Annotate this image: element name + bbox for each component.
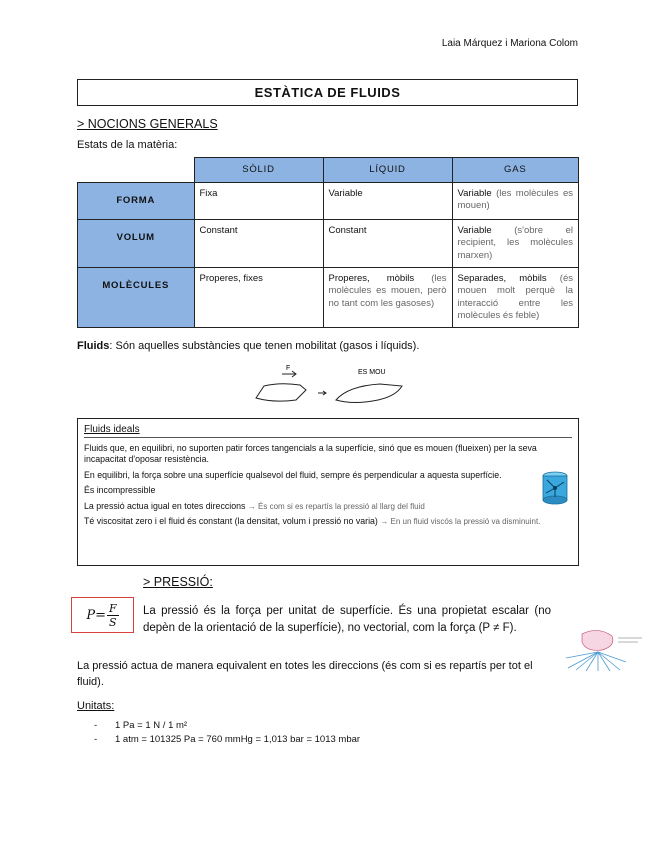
fluid-motion-sketch bbox=[250, 362, 410, 406]
row-header-form: FORMA bbox=[78, 183, 195, 220]
table-cell: Fixa bbox=[194, 183, 323, 220]
fluids-definition: Fluids: Són aquelles substàncies que tenen mobilitat (gasos i líquids). bbox=[77, 340, 420, 352]
table-cell: Variable bbox=[323, 183, 452, 220]
ideal-fluids-item: En equilibri, la força sobre una superfície qualsevol del fluid, sempre és perpendicular a aquesta superfície. bbox=[84, 469, 502, 480]
row-header-molecules: MOLÈCULES bbox=[78, 268, 195, 328]
table-cell: Constant bbox=[323, 220, 452, 268]
col-header-liquid: LÍQUID bbox=[323, 158, 452, 183]
table-cell: Constant bbox=[194, 220, 323, 268]
table-row bbox=[78, 183, 579, 220]
pressure-definition: La pressió és la força per unitat de superfície. És una propietat escalar (no depèn de la orientació de la superfície), no vectorial, com la força (P ≠ F). bbox=[143, 605, 551, 634]
page-title: ESTÀTICA DE FLUIDS bbox=[77, 79, 578, 106]
row-header-volume: VOLUM bbox=[78, 220, 195, 268]
table-row bbox=[78, 220, 579, 268]
ideal-fluids-heading: Fluids ideals bbox=[84, 423, 572, 438]
ideal-fluids-item: És incompressible bbox=[84, 485, 156, 496]
pressure-equivalence: La pressió actua de manera equivalent en totes les direccions (és com si es repartís per tot el fluid). bbox=[77, 660, 533, 688]
table-cell: Variable (les molècules es mouen) bbox=[452, 183, 579, 220]
table-row bbox=[78, 268, 579, 328]
col-header-solid: SÒLID bbox=[194, 158, 323, 183]
ideal-fluids-item: La pressió actua igual en totes direccions → És com si es repartís la pressió al llarg del fluid bbox=[84, 500, 425, 511]
moves-label: ES MOU bbox=[358, 369, 386, 376]
section-heading-general: > NOCIONS GENERALS bbox=[77, 117, 218, 131]
pressure-illustration bbox=[562, 628, 644, 672]
authors: Laia Márquez i Mariona Colom bbox=[441, 38, 578, 49]
ideal-fluids-box bbox=[77, 418, 579, 566]
col-header-gas: GAS bbox=[452, 158, 579, 183]
states-intro: Estats de la matèria: bbox=[77, 139, 178, 151]
force-label: F bbox=[286, 365, 291, 372]
table-cell: Properes, fixes bbox=[194, 268, 323, 328]
pressure-formula: P= $\frac{F}{S}$ bbox=[71, 597, 134, 633]
states-table bbox=[77, 157, 579, 328]
units-heading: Unitats: bbox=[77, 700, 115, 712]
table-corner bbox=[78, 158, 195, 183]
ideal-fluids-item: Té viscositat zero i el fluid és constant (la densitat, volum i pressió no varia) → En un fluid viscós la pressió va disminuint. bbox=[84, 516, 541, 527]
table-cell: Variable (s'obre el recipient, les molècules marxen) bbox=[452, 220, 579, 268]
ideal-fluids-item: Fluids que, en equilibri, no suporten patir forces tangencials a la superfície, sinó que es mouen (flueixen) per la seva incapacitat d'oposar resistència. bbox=[84, 443, 537, 465]
units-list bbox=[94, 720, 360, 748]
section-heading-pressure: > PRESSIÓ: bbox=[143, 575, 213, 589]
table-cell: Properes, mòbils (les molècules es mouen, però no tant com les gasoses) bbox=[323, 268, 452, 328]
fluid-container-icon bbox=[540, 466, 570, 506]
fluid-sketch bbox=[250, 362, 410, 406]
list-item: - 1 atm = 101325 Pa = 760 mmHg = 1,013 bar = 1013 mbar bbox=[94, 734, 361, 745]
table-cell: Separades, mòbils (és mouen molt perquè la interacció entre les molècules és feble) bbox=[452, 268, 579, 328]
list-item: - 1 Pa = 1 N / 1 m² bbox=[94, 720, 188, 731]
container-illustration bbox=[540, 466, 570, 506]
pressure-directions-icon bbox=[562, 628, 644, 672]
